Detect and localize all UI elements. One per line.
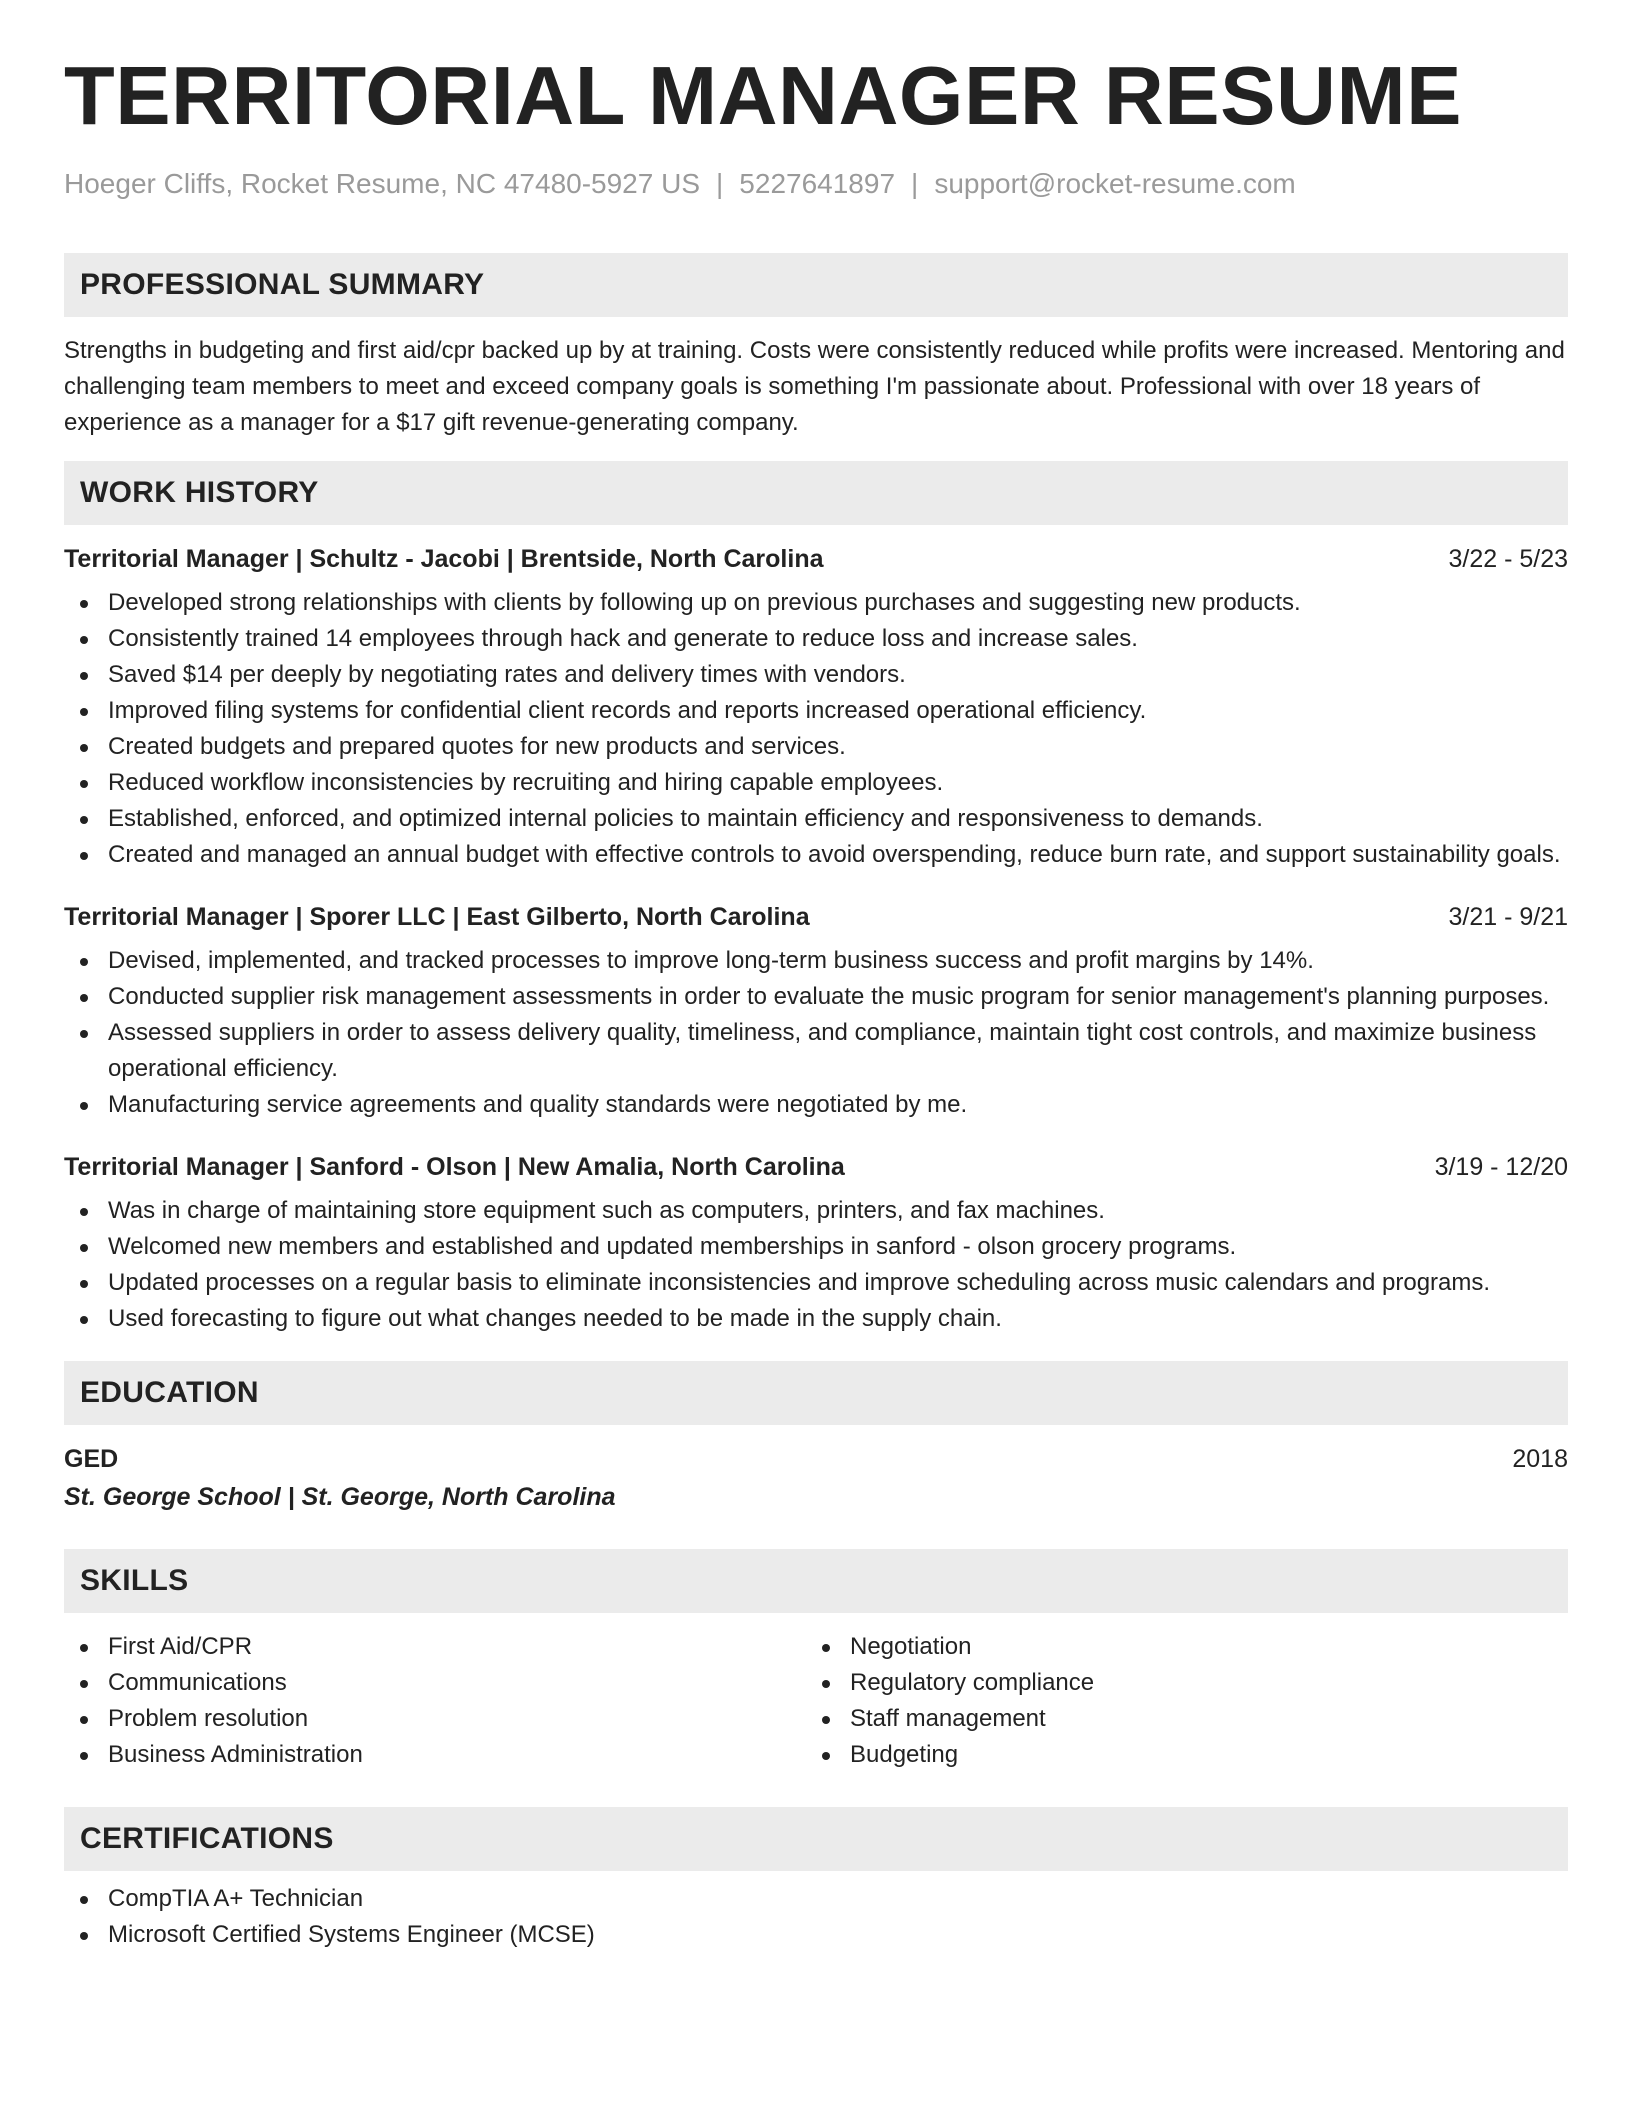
skills-column-left xyxy=(64,1629,806,1773)
job-bullet: Improved filing systems for confidential client records and reports increased operational efficiency. xyxy=(64,693,1568,729)
skill-item: Communications xyxy=(64,1665,806,1701)
skill-item: Staff management xyxy=(806,1701,1548,1737)
resume-title: TERRITORIAL MANAGER RESUME xyxy=(64,49,1462,142)
skill-item: Business Administration xyxy=(64,1737,806,1773)
section-header-certifications: CERTIFICATIONS xyxy=(64,1807,1568,1871)
skills-grid xyxy=(64,1629,1568,1773)
contact-separator: | xyxy=(716,168,724,199)
education-school: St. George School | St. George, North Carolina xyxy=(64,1482,616,1511)
section-header-work-history: WORK HISTORY xyxy=(64,461,1568,525)
job-bullet: Updated processes on a regular basis to eliminate inconsistencies and improve scheduling across music calendars and programs. xyxy=(64,1265,1568,1301)
job-bullet-list xyxy=(64,585,1568,873)
job-bullet: Used forecasting to figure out what changes needed to be made in the supply chain. xyxy=(64,1301,1568,1337)
skill-item: Problem resolution xyxy=(64,1701,806,1737)
job-bullet: Developed strong relationships with clients by following up on previous purchases and suggesting new products. xyxy=(64,585,1568,621)
skill-item: Budgeting xyxy=(806,1737,1548,1773)
job-bullet: Was in charge of maintaining store equipment such as computers, printers, and fax machines. xyxy=(64,1193,1568,1229)
certifications-list xyxy=(64,1881,1568,1953)
summary-text: Strengths in budgeting and first aid/cpr backed up by at training. Costs were consistently reduced while profits were increased. Mentoring and challenging team members to meet and exceed company goals is something I'm passionate about. Professional with over 18 years of experience as a manager for a $17 gift revenue-generating company. xyxy=(64,336,1565,436)
contact-line xyxy=(64,167,1568,201)
skill-item: Regulatory compliance xyxy=(806,1665,1548,1701)
skill-item: First Aid/CPR xyxy=(64,1629,806,1665)
job-entry xyxy=(64,1151,1568,1337)
skill-item: Negotiation xyxy=(806,1629,1548,1665)
job-heading: Territorial Manager | Schultz - Jacobi | Brentside, North Carolina xyxy=(64,544,824,573)
job-bullet: Established, enforced, and optimized internal policies to maintain efficiency and responsiveness to demands. xyxy=(64,801,1568,837)
section-header-summary: PROFESSIONAL SUMMARY xyxy=(64,253,1568,317)
job-bullet-list xyxy=(64,943,1568,1123)
job-entry xyxy=(64,901,1568,1123)
education-year: 2018 xyxy=(1512,1444,1568,1473)
job-heading-row xyxy=(64,543,1568,575)
contact-address: Hoeger Cliffs, Rocket Resume, NC 47480-5927 US xyxy=(64,168,701,199)
job-bullet: Assessed suppliers in order to assess delivery quality, timeliness, and compliance, maintain tight cost controls, and maximize business operational efficiency. xyxy=(64,1015,1568,1087)
job-bullet: Reduced workflow inconsistencies by recruiting and hiring capable employees. xyxy=(64,765,1568,801)
job-bullet: Conducted supplier risk management assessments in order to evaluate the music program for senior management's planning purposes. xyxy=(64,979,1568,1015)
job-bullet: Devised, implemented, and tracked processes to improve long-term business success and profit margins by 14%. xyxy=(64,943,1568,979)
job-dates: 3/21 - 9/21 xyxy=(1448,902,1568,931)
contact-separator: | xyxy=(911,168,919,199)
job-heading: Territorial Manager | Sporer LLC | East Gilberto, North Carolina xyxy=(64,902,810,931)
job-bullet: Saved $14 per deeply by negotiating rates and delivery times with vendors. xyxy=(64,657,1568,693)
contact-phone: 5227641897 xyxy=(739,168,896,199)
job-bullet: Consistently trained 14 employees through hack and generate to reduce loss and increase sales. xyxy=(64,621,1568,657)
certification-item: CompTIA A+ Technician xyxy=(64,1881,1568,1917)
education-row xyxy=(64,1443,1568,1475)
job-bullet-list xyxy=(64,1193,1568,1337)
job-bullet: Manufacturing service agreements and quality standards were negotiated by me. xyxy=(64,1087,1568,1123)
education-degree: GED xyxy=(64,1444,119,1473)
section-header-education: EDUCATION xyxy=(64,1361,1568,1425)
job-bullet: Created budgets and prepared quotes for new products and services. xyxy=(64,729,1568,765)
work-history-list xyxy=(64,543,1568,1337)
job-heading: Territorial Manager | Sanford - Olson | New Amalia, North Carolina xyxy=(64,1152,845,1181)
job-bullet: Welcomed new members and established and updated memberships in sanford - olson grocery programs. xyxy=(64,1229,1568,1265)
skills-column-right xyxy=(806,1629,1548,1773)
job-dates: 3/22 - 5/23 xyxy=(1448,544,1568,573)
job-heading-row xyxy=(64,1151,1568,1183)
certification-item: Microsoft Certified Systems Engineer (MCSE) xyxy=(64,1917,1568,1953)
job-bullet: Created and managed an annual budget with effective controls to avoid overspending, reduce burn rate, and support sustainability goals. xyxy=(64,837,1568,873)
contact-email: support@rocket-resume.com xyxy=(934,168,1296,199)
section-header-skills: SKILLS xyxy=(64,1549,1568,1613)
job-dates: 3/19 - 12/20 xyxy=(1434,1152,1568,1181)
job-heading-row xyxy=(64,901,1568,933)
job-entry xyxy=(64,543,1568,873)
